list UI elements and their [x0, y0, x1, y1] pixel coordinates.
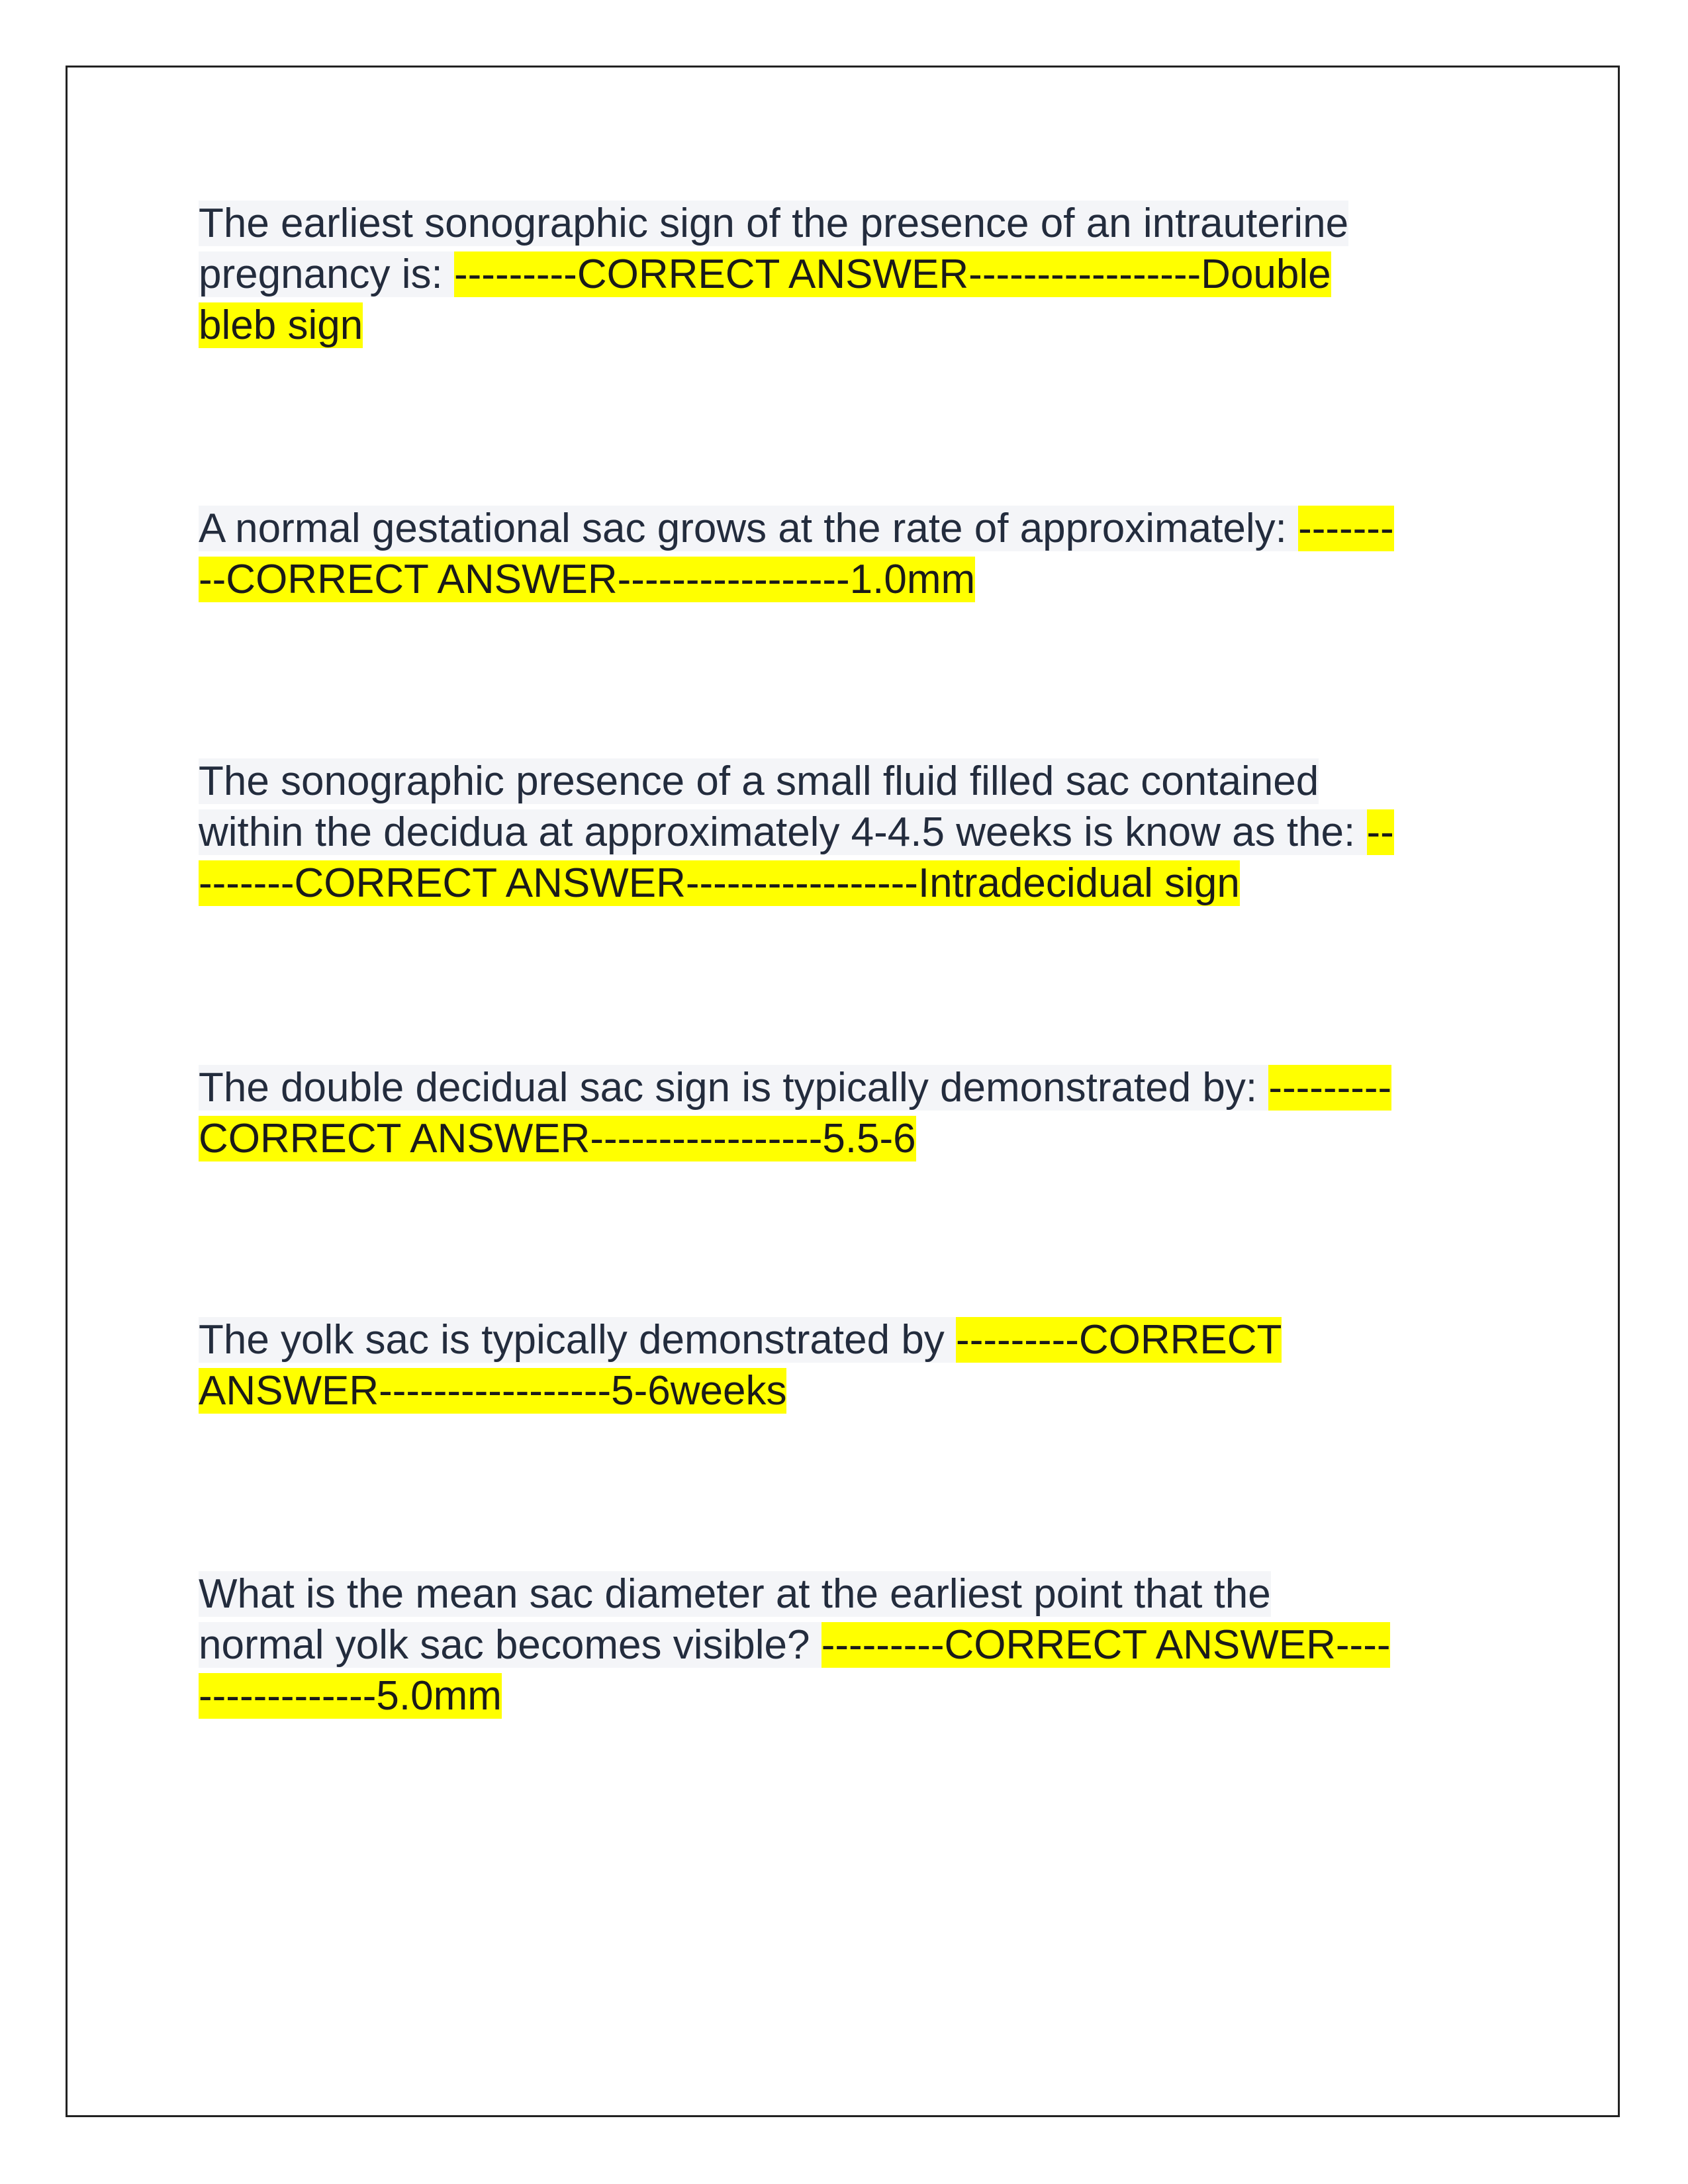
question-text: within the decidua at approximately 4-4.5 weeks is know as the:	[199, 809, 1367, 855]
question-text: The double decidual sac sign is typically demonstrated by:	[199, 1065, 1269, 1111]
answer-highlight: --CORRECT ANSWER-----------------1.0mm	[199, 557, 976, 602]
question-text: What is the mean sac diameter at the earliest point that the	[199, 1571, 1271, 1617]
answer-highlight: ANSWER-----------------5-6weeks	[199, 1368, 787, 1414]
text-line	[199, 858, 1496, 909]
question-text: normal yolk sac becomes visible?	[199, 1622, 821, 1668]
text-line	[199, 198, 1496, 249]
question-text: pregnancy is:	[199, 251, 454, 297]
text-line	[199, 300, 1496, 351]
qa-item	[199, 756, 1496, 909]
answer-highlight: CORRECT ANSWER-----------------5.5-6	[199, 1116, 916, 1161]
question-text: The yolk sac is typically demonstrated by	[199, 1317, 957, 1363]
qa-item	[199, 1062, 1496, 1164]
text-line	[199, 756, 1496, 807]
answer-highlight: -------	[1298, 506, 1394, 551]
qa-item	[199, 1569, 1496, 1721]
text-line	[199, 249, 1496, 300]
text-line	[199, 503, 1496, 554]
qa-item	[199, 503, 1496, 605]
answer-highlight: bleb sign	[199, 302, 363, 348]
question-text: The sonographic presence of a small fluid filled sac contained	[199, 758, 1319, 804]
answer-highlight: ---------	[1268, 1065, 1392, 1111]
qa-item	[199, 198, 1496, 351]
text-line	[199, 1113, 1496, 1164]
text-line	[199, 807, 1496, 858]
question-text: The earliest sonographic sign of the presence of an intrauterine	[199, 201, 1349, 246]
text-line	[199, 1569, 1496, 1619]
answer-highlight: ---------CORRECT ANSWER-----------------Double	[454, 251, 1331, 297]
qa-item	[199, 1314, 1496, 1416]
text-line	[199, 1365, 1496, 1416]
text-line	[199, 1062, 1496, 1113]
answer-highlight: -------CORRECT ANSWER-----------------Intradecidual sign	[199, 860, 1240, 906]
text-line	[199, 554, 1496, 605]
text-line	[199, 1314, 1496, 1365]
answer-highlight: -------------5.0mm	[199, 1673, 502, 1719]
text-line	[199, 1670, 1496, 1721]
answer-highlight: ---------CORRECT	[956, 1317, 1282, 1363]
text-line	[199, 1619, 1496, 1670]
answer-highlight: ---------CORRECT ANSWER----	[821, 1622, 1391, 1668]
question-text: A normal gestational sac grows at the rate of approximately:	[199, 506, 1299, 551]
answer-highlight: --	[1366, 809, 1394, 855]
